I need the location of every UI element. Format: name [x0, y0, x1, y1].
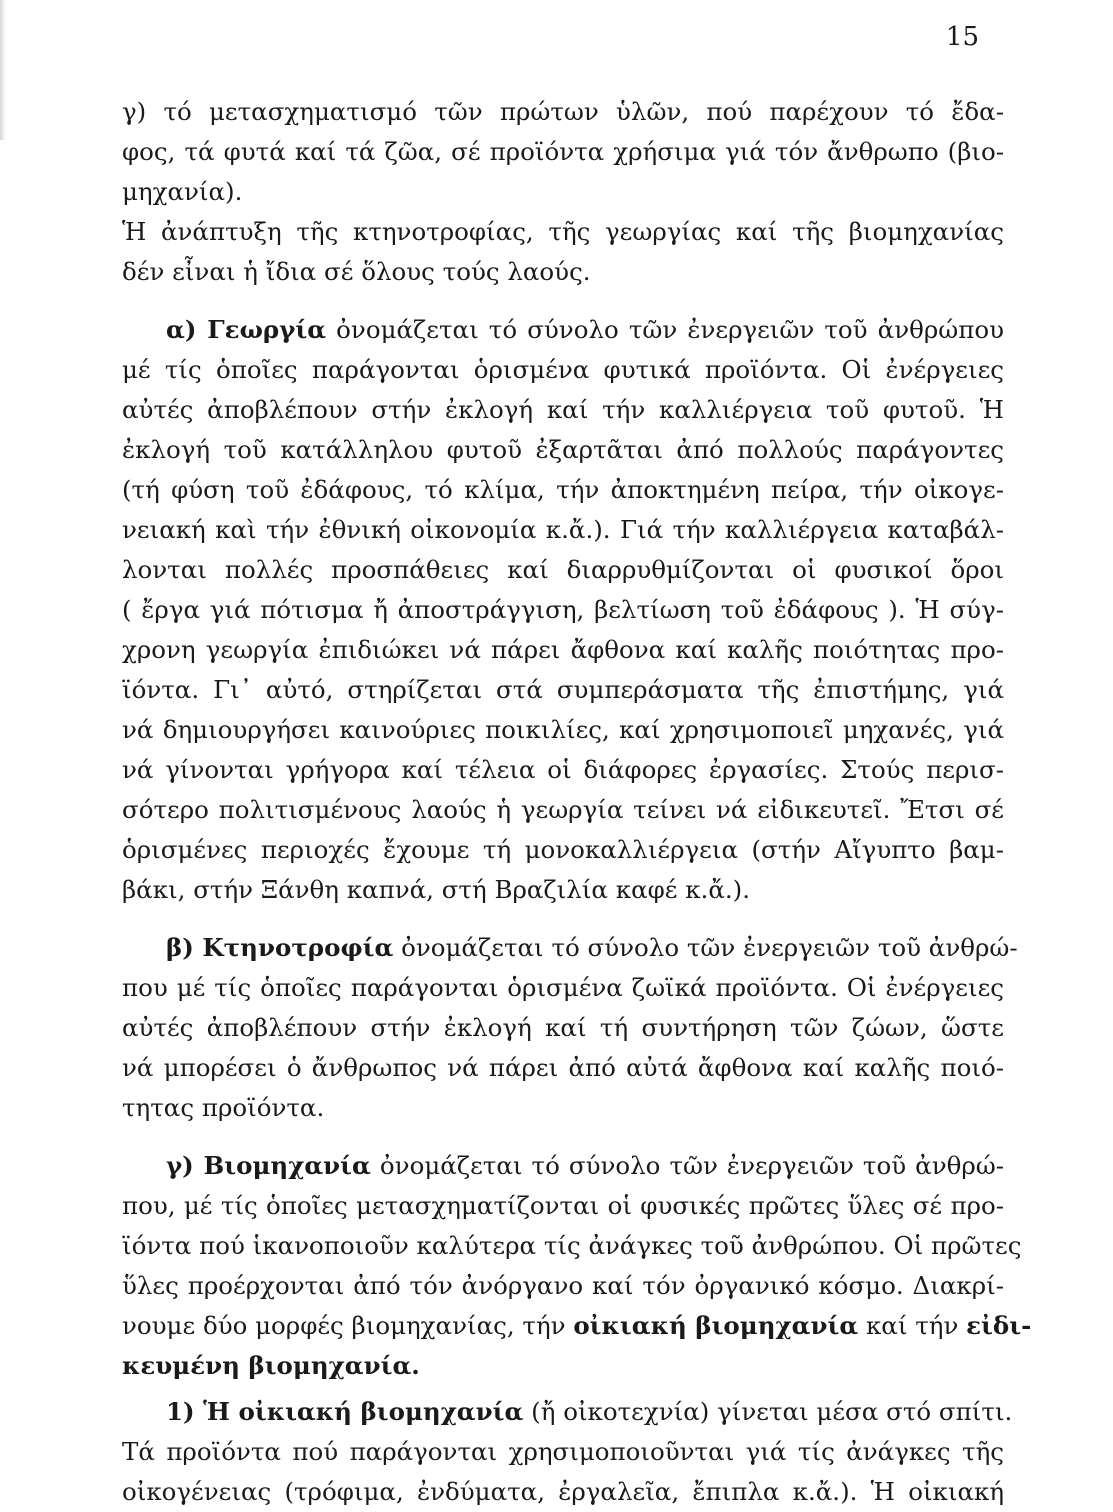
- paragraph-industry: [122, 1146, 1032, 1386]
- text-line: αὐτές ἀποβλέπουν στήν ἐκλογή καί τή συντήρηση τῶν ζώων, ὥστε: [122, 1013, 1004, 1042]
- text-line: [122, 1346, 1004, 1386]
- text-line: γ) Βιομηχανία ὀνομάζεται τό σύνολο τῶν ἐνεργειῶν τοῦ ἀνθρώ-: [166, 1151, 1005, 1180]
- text-line: μέ τίς ὁποῖες παράγονται ὁρισμένα φυτικά προϊόντα. Οἱ ἐνέργειες: [122, 355, 1004, 384]
- text-line: σότερο πολιτισμένους λαούς ἡ γεωργία τείνει νά εἰδικευτεῖ. Ἔτσι σέ: [122, 795, 1004, 824]
- text-line: ὕλες προέρχονται ἀπό τόν ἀνόργανο καί τόν ὀργανικό κόσμο. Διακρί-: [122, 1271, 1004, 1300]
- text-line: β) Κτηνοτροφία ὀνομάζεται τό σύνολο τῶν ἐνεργειῶν τοῦ ἀνθρώ-: [166, 933, 1018, 962]
- text-line: νουμε δύο μορφές βιομηχανίας, τήν οἰκιακή βιομηχανία καί τήν εἰδι-: [122, 1311, 1032, 1340]
- text-line: νά γίνονται γρήγορα καί τέλεια οἱ διάφορες ἐργασίες. Στούς περισ-: [122, 755, 1004, 784]
- text-line: γ) τό μετασχηματισμό τῶν πρώτων ὑλῶν, πού παρέχουν τό ἔδα-: [122, 97, 1004, 126]
- text-line: λονται πολλές προσπάθειες καί διαρρυθμίζονται οἱ φυσικοί ὅροι: [122, 555, 1004, 584]
- paragraph-transformation: [122, 92, 1004, 212]
- text-line: ὁρισμένες περιοχές ἔχουμε τή μονοκαλλιέργεια (στήν Αἴγυπτο βαμ-: [122, 835, 1004, 864]
- section-heading-agriculture: α) Γεωργία: [166, 315, 327, 344]
- text-line: ϊόντα. Γι᾿ αὐτό, στηρίζεται στά συμπεράσματα τῆς ἐπιστήμης, γιά: [122, 675, 1004, 704]
- text-line: α) Γεωργία ὀνομάζεται τό σύνολο τῶν ἐνεργειῶν τοῦ ἀνθρώπου: [166, 315, 1004, 344]
- text-line: ἐκλογή τοῦ κατάλληλου φυτοῦ ἐξαρτᾶται ἀπό πολλούς παράγοντες: [122, 435, 1004, 464]
- term-home-industry: οἰκιακή βιομηχανία: [573, 1311, 859, 1340]
- text-line: νά δημιουργήσει καινούριες ποικιλίες, καί χρησιμοποιεῖ μηχανές, γιά: [122, 715, 1004, 744]
- section-heading-home-industry: 1) Ἡ οἰκιακή βιομηχανία: [166, 1397, 524, 1426]
- term-specialized-industry-end: κευμένη βιομηχανία.: [122, 1351, 420, 1380]
- text-line: μηχανία).: [122, 177, 243, 206]
- text-line: που μέ τίς ὁποῖες παράγονται ὁρισμένα ζωϊκά προϊόντα. Οἱ ἐνέργειες: [122, 973, 1004, 1002]
- page-number: 15: [945, 22, 979, 52]
- paragraph-livestock: [122, 928, 1018, 1128]
- text-line: ϊόντα πού ἱκανοποιοῦν καλύτερα τίς ἀνάγκες τοῦ ἀνθρώπου. Οἱ πρῶτες: [122, 1231, 1022, 1260]
- page-body: [122, 92, 1032, 1512]
- paragraph-development: [122, 212, 1004, 292]
- section-heading-livestock: β) Κτηνοτροφία: [166, 933, 394, 962]
- term-specialized-industry: εἰδι-: [966, 1311, 1032, 1340]
- text-line: αὐτές ἀποβλέπουν στήν ἐκλογή καί τήν καλλιέργεια τοῦ φυτοῦ. Ἡ: [122, 395, 1004, 424]
- text-line: ( ἔργα γιά πότισμα ἤ ἀποστράγγιση, βελτίωση τοῦ ἐδάφους ). Ἡ σύγ-: [122, 595, 1004, 624]
- paragraph-home-industry: [122, 1392, 1013, 1512]
- text-line: τητας προϊόντα.: [122, 1093, 325, 1122]
- section-heading-industry: γ) Βιομηχανία: [166, 1151, 371, 1180]
- paragraph-agriculture: [122, 310, 1004, 910]
- text-line: που, μέ τίς ὁποῖες μετασχηματίζονται οἱ φυσικές πρῶτες ὕλες σέ προ-: [122, 1191, 1004, 1220]
- text-line: χρονη γεωργία ἐπιδιώκει νά πάρει ἄφθονα καί καλῆς ποιότητας προ-: [122, 635, 1004, 664]
- text-line: Ἡ ἀνάπτυξη τῆς κτηνοτροφίας, τῆς γεωργίας καί τῆς βιομηχανίας: [122, 217, 1004, 246]
- text-line: οἰκογένειας (τρόφιμα, ἐνδύματα, ἐργαλεῖα, ἔπιπλα κ.ἄ.). Ἡ οἰκιακή: [122, 1477, 1004, 1506]
- scan-edge-shadow: [0, 0, 6, 140]
- text-line: βάκι, στήν Ξάνθη καπνά, στή Βραζιλία καφέ κ.ἄ.).: [122, 875, 751, 904]
- text-line: νά μπορέσει ὁ ἄνθρωπος νά πάρει ἀπό αὐτά ἄφθονα καί καλῆς ποιό-: [122, 1053, 1004, 1082]
- text-line: νειακή καὶ τήν ἐθνική οἰκονομία κ.ἄ.). Γιά τήν καλλιέργεια καταβάλ-: [122, 515, 1004, 544]
- text-line: δέν εἶναι ἡ ἴδια σέ ὅλους τούς λαούς.: [122, 257, 591, 286]
- text-line: (τή φύση τοῦ ἐδάφους, τό κλίμα, τήν ἀποκτημένη πείρα, τήν οἰκογε-: [122, 475, 1004, 504]
- text-line: φος, τά φυτά καί τά ζῶα, σέ προϊόντα χρήσιμα γιά τόν ἄνθρωπο (βιο-: [122, 137, 1004, 166]
- text-line: Τά προϊόντα πού παράγονται χρησιμοποιοῦνται γιά τίς ἀνάγκες τῆς: [122, 1437, 1004, 1466]
- text-line: 1) Ἡ οἰκιακή βιομηχανία (ἤ οἰκοτεχνία) γίνεται μέσα στό σπίτι.: [166, 1397, 1013, 1426]
